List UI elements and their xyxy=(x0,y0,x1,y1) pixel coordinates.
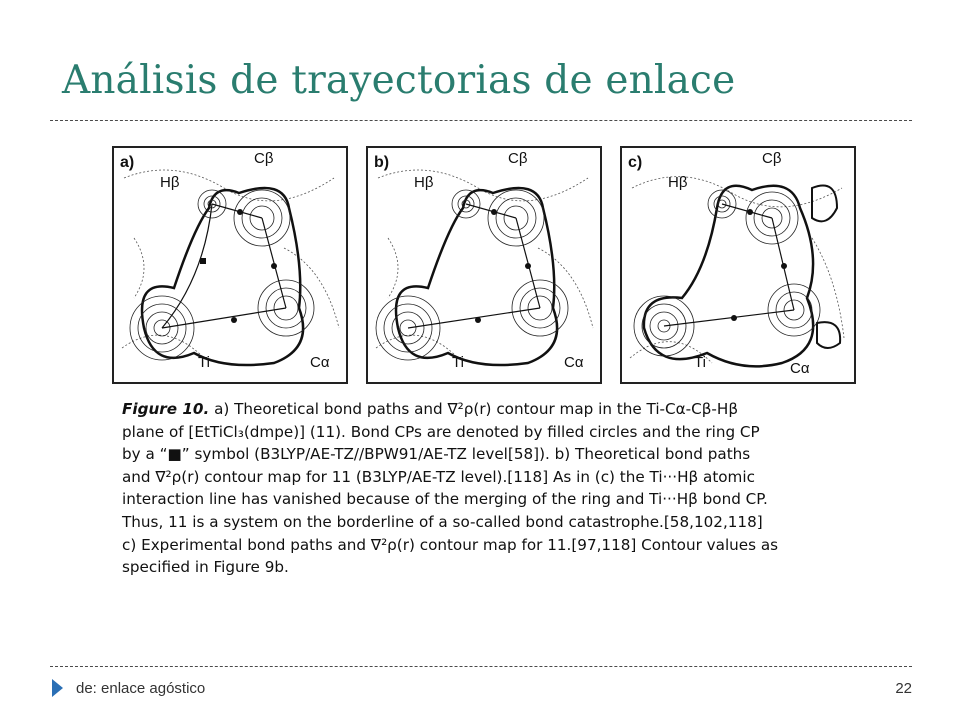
figure-caption xyxy=(122,398,842,579)
atom-label-hbeta: Hβ xyxy=(414,174,434,191)
panel-label-c: c) xyxy=(628,154,643,171)
caption-line: specified in Figure 9b. xyxy=(122,558,289,577)
contour-panel-c xyxy=(620,146,856,384)
contour-panel-b xyxy=(366,146,602,384)
atom-label-calpha: Cα xyxy=(310,354,330,371)
slide-title: Análisis de trayectorias de enlace xyxy=(62,58,736,103)
atom-label-calpha: Cα xyxy=(564,354,584,371)
atom-label-ti: Ti xyxy=(198,354,210,371)
atom-label-calpha: Cα xyxy=(790,360,810,377)
contour-panel-a xyxy=(112,146,348,384)
panel-label-b: b) xyxy=(374,154,390,171)
contour-map-c xyxy=(622,148,854,382)
caption-line: interaction line has vanished because of the merging of the ring and Ti···Hβ bond CP. xyxy=(122,490,768,509)
page-number: 22 xyxy=(895,680,912,697)
atom-label-ti: Ti xyxy=(694,354,706,371)
atom-label-cbeta: Cβ xyxy=(762,150,782,167)
atom-label-ti: Ti xyxy=(452,354,464,371)
figure-image xyxy=(104,136,859,606)
triangle-bullet-icon xyxy=(52,679,63,697)
title-divider xyxy=(50,120,912,121)
caption-line: plane of [EtTiCl₃(dmpe)] (11). Bond CPs are denoted by filled circles and the ring CP xyxy=(122,422,760,441)
caption-line: by a “■” symbol (B3LYP/AE-TZ//BPW91/AE-TZ level[58]). b) Theoretical bond paths xyxy=(122,445,751,464)
panel-label-a: a) xyxy=(120,154,135,171)
contour-map-a xyxy=(114,148,346,382)
caption-text: a) Theoretical bond paths and ∇²ρ(r) contour map in the Ti-Cα-Cβ-Hβ xyxy=(214,400,739,418)
contour-map-b xyxy=(368,148,600,382)
atom-label-hbeta: Hβ xyxy=(668,174,688,191)
caption-figure-label: Figure 10. xyxy=(122,400,210,418)
atom-label-hbeta: Hβ xyxy=(160,174,180,191)
caption-line: and ∇²ρ(r) contour map for 11 (B3LYP/AE-TZ level).[118] As in (c) the Ti···Hβ atomic xyxy=(122,467,755,486)
caption-line: Thus, 11 is a system on the borderline of a so-called bond catastrophe.[58,102,118] xyxy=(122,512,763,531)
footer-divider xyxy=(50,666,912,667)
caption-line: c) Experimental bond paths and ∇²ρ(r) contour map for 11.[97,118] Contour values as xyxy=(122,535,779,554)
footer-text: de: enlace agóstico xyxy=(76,680,206,697)
caption-line xyxy=(122,398,842,421)
atom-label-cbeta: Cβ xyxy=(254,150,274,167)
contour-panels xyxy=(112,146,852,392)
atom-label-cbeta: Cβ xyxy=(508,150,528,167)
